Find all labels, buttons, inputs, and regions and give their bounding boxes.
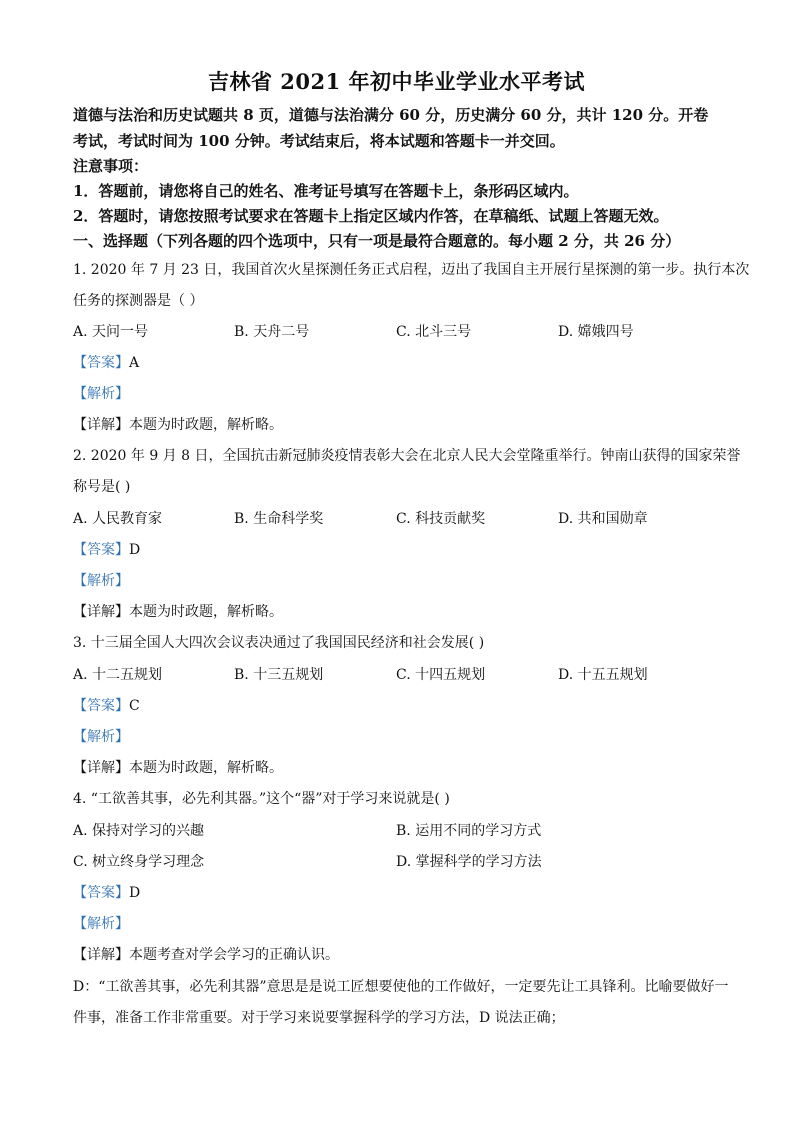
answer-value: C — [129, 698, 140, 714]
q3-option-b: B. 十三五规划 — [234, 667, 324, 683]
answer-value: D — [129, 542, 141, 558]
q1-option-d: D. 嫦娥四号 — [558, 324, 634, 340]
analysis-label: 【解析】 — [73, 916, 129, 932]
q4-option-c: C. 树立终身学习理念 — [73, 854, 205, 870]
q1-detail — [73, 414, 283, 434]
detail-text: 本题考查对学会学习的正确认识。 — [129, 947, 339, 963]
q4-stem-line-1: 4. “工欲善其事，必先利其器。”这个“器”对于学习来说就是( ) — [73, 791, 450, 807]
q1-analysis — [73, 383, 129, 403]
q2-stem-line-1: 2. 2020 年 9 月 8 日，全国抗击新冠肺炎疫情表彰大会在北京人民大会堂隆重举行。钟南山获得的国家荣誉 — [73, 448, 741, 464]
detail-label: 【详解】 — [73, 417, 129, 433]
analysis-label: 【解析】 — [73, 729, 129, 745]
answer-label: 【答案】 — [73, 542, 129, 558]
q2-answer — [73, 539, 140, 559]
q1-answer — [73, 352, 139, 372]
section-heading: 一、选择题（下列各题的四个选项中，只有一项是最符合题意的。每小题 2 分，共 26 分） — [73, 232, 681, 250]
q2-option-b: B. 生命科学奖 — [234, 511, 324, 527]
q4-answer — [73, 882, 140, 902]
detail-label: 【详解】 — [73, 947, 129, 963]
q3-option-c: C. 十四五规划 — [396, 667, 486, 683]
answer-label: 【答案】 — [73, 698, 129, 714]
analysis-label: 【解析】 — [73, 573, 129, 589]
q2-stem-line-2: 称号是( ) — [73, 479, 131, 495]
q4-option-a: A. 保持对学习的兴趣 — [73, 823, 205, 839]
page-title: 吉林省 2021 年初中毕业学业水平考试 — [207, 69, 586, 94]
q4-detail-line-2: D：“工欲善其事，必先利其器”意思是是说工匠想要使他的工作做好，一定要先让工具锋利。比喻要做好一 — [73, 979, 729, 995]
q4-detail-line-3: 件事，准备工作非常重要。对于学习来说要掌握科学的学习方法，D 说法正确； — [73, 1010, 565, 1026]
q2-option-c: C. 科技贡献奖 — [396, 511, 486, 527]
intro-line-1: 道德与法治和历史试题共 8 页，道德与法治满分 60 分，历史满分 60 分，共计 120 分。开卷 — [73, 106, 709, 124]
q1-option-b: B. 天舟二号 — [234, 324, 310, 340]
answer-label: 【答案】 — [73, 355, 129, 371]
notice-1: 1．答题前，请您将自己的姓名、准考证号填写在答题卡上，条形码区域内。 — [73, 182, 579, 200]
intro-line-2: 考试，考试时间为 100 分钟。考试结束后，将本试题和答题卡一并交回。 — [73, 132, 565, 150]
detail-text: 本题为时政题，解析略。 — [129, 417, 283, 433]
detail-label: 【详解】 — [73, 604, 129, 620]
q3-analysis — [73, 726, 129, 746]
q4-analysis — [73, 913, 129, 933]
answer-label: 【答案】 — [73, 885, 129, 901]
q2-detail — [73, 601, 283, 621]
q4-option-b: B. 运用不同的学习方式 — [396, 823, 542, 839]
detail-text: 本题为时政题，解析略。 — [129, 604, 283, 620]
q1-stem-line-2: 任务的探测器是（ ） — [73, 293, 204, 309]
notice-2: 2．答题时，请您按照考试要求在答题卡上指定区域内作答，在草稿纸、试题上答题无效。 — [73, 207, 669, 225]
q3-stem-line-1: 3. 十三届全国人大四次会议表决通过了我国国民经济和社会发展( ) — [73, 635, 485, 651]
q3-option-a: A. 十二五规划 — [73, 667, 163, 683]
answer-value: A — [129, 355, 140, 371]
q4-detail — [73, 944, 339, 964]
q3-detail — [73, 757, 283, 777]
q2-option-d: D. 共和国勋章 — [558, 511, 648, 527]
q4-option-d: D. 掌握科学的学习方法 — [396, 854, 542, 870]
q1-stem-line-1: 1. 2020 年 7 月 23 日，我国首次火星探测任务正式启程，迈出了我国自主开展行星探测的第一步。执行本次 — [73, 262, 750, 278]
q2-analysis — [73, 570, 129, 590]
answer-value: D — [129, 885, 141, 901]
q3-answer — [73, 695, 140, 715]
detail-text: 本题为时政题，解析略。 — [129, 760, 283, 776]
q3-option-d: D. 十五五规划 — [558, 667, 648, 683]
analysis-label: 【解析】 — [73, 386, 129, 402]
detail-label: 【详解】 — [73, 760, 129, 776]
notice-heading: 注意事项： — [73, 157, 149, 175]
q1-option-a: A. 天问一号 — [73, 324, 149, 340]
q2-option-a: A. 人民教育家 — [73, 511, 163, 527]
q1-option-c: C. 北斗三号 — [396, 324, 472, 340]
